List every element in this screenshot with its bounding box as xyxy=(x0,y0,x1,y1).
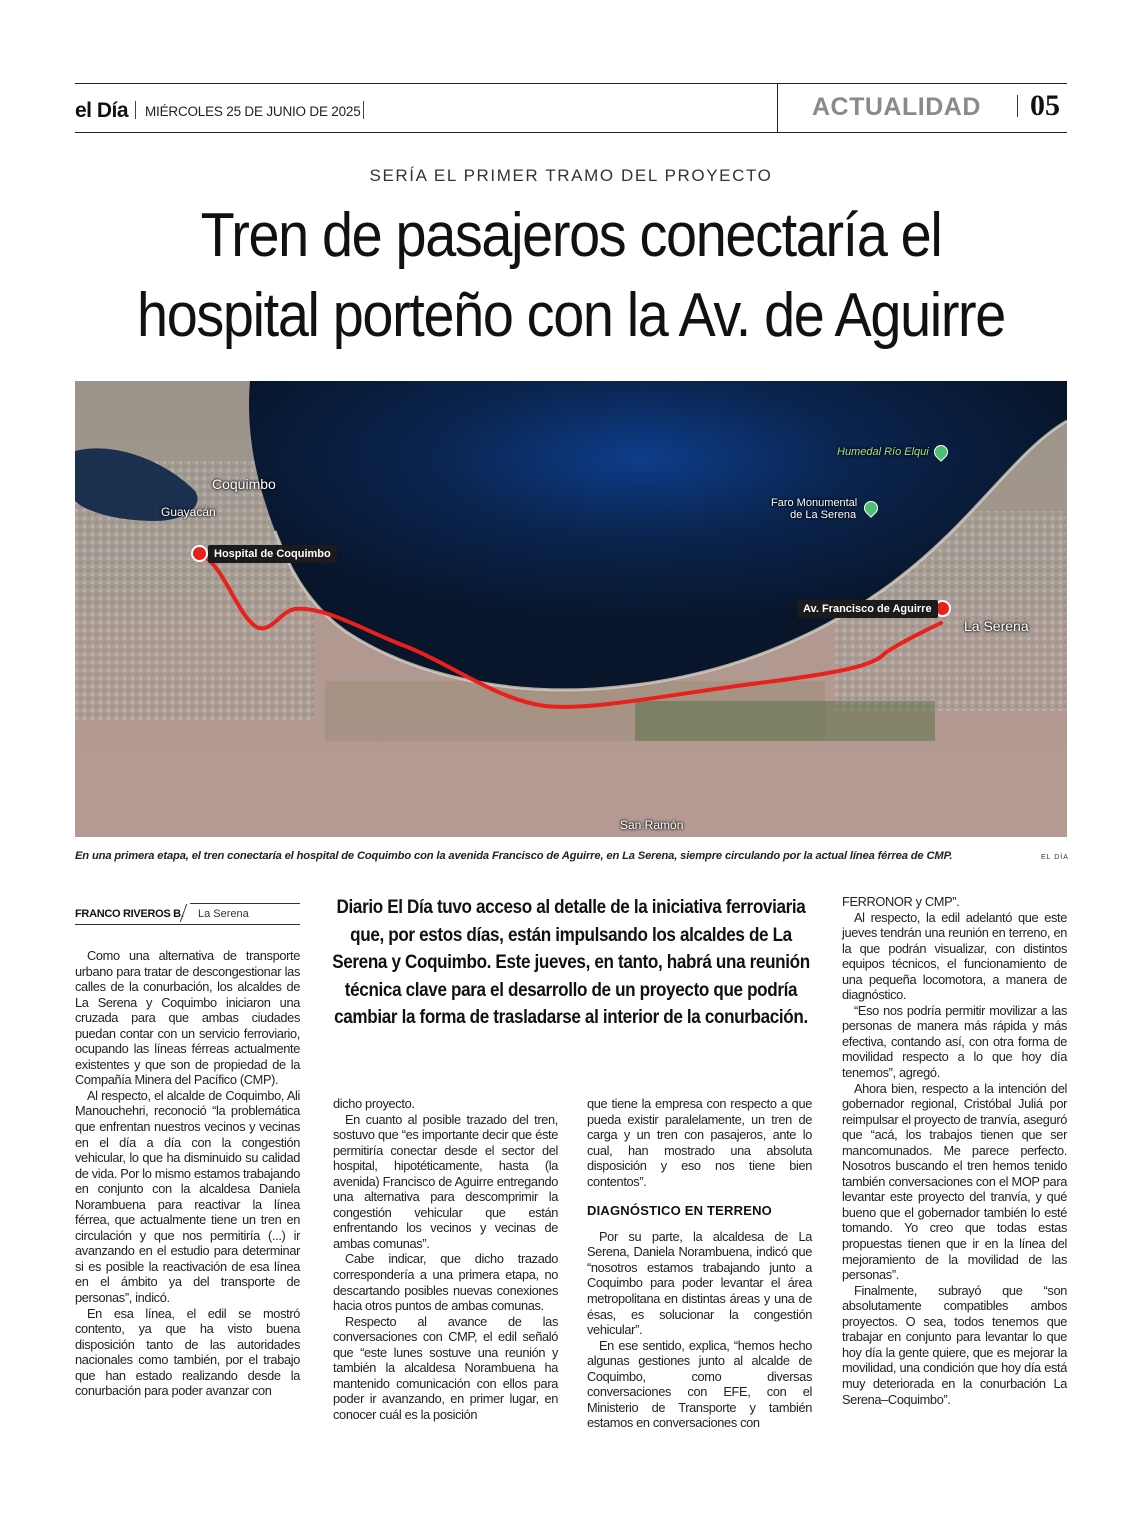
article-column-2 xyxy=(333,1096,558,1422)
map-label-humedal: Humedal Río Elqui xyxy=(837,446,929,458)
byline-location: La Serena xyxy=(198,908,249,920)
header-bottom-rule xyxy=(75,132,1067,133)
header-separator xyxy=(135,101,136,119)
map-label-faro-line2: de La Serena xyxy=(790,509,857,521)
paragraph: Al respecto, la edil adelantó que este jueves tendrán una reunión en terreno, en la que podrán visualizar, con distintos equipos técnicos, el funcionamiento de una pequeña locomotora, a manera de diagnóstico. xyxy=(842,909,1067,1003)
paragraph: Cabe indicar, que dicho trazado correspondería a una primera etapa, no descartando posibles nuevas conexiones hacia otros puntos de ambas comunas. xyxy=(333,1251,558,1314)
paragraph: En esa línea, el edil se mostró contento, ya que ha visto buena disposición tanto de las autoridades nacionales como también, por el trabajo que han estado realizando desde la conurbación para poder avanzar con xyxy=(75,1305,300,1399)
article-kicker: SERÍA EL PRIMER TRAMO DEL PROYECTO xyxy=(369,166,773,185)
paragraph: Ahora bien, respecto a la intención del gobernador regional, Cristóbal Juliá por reimpulsar el proyecto de tranvía, aseguró que “acá, los trabajos tienen que ser mancomunados. Me parece perfecto. Nosotros buscando el tren hemos tenido también conversaciones con el MOP para levantar este proyecto del tranvía, y qué bueno que el gobernador también lo esté tomando. Yo creo que todas estas propuestas tienen que ir en la línea del mejoramiento de la movilidad de las personas”. xyxy=(842,1080,1068,1283)
paragraph: que tiene la empresa con respecto a que pueda existir paralelamente, un tren de carga y un tren con pasajeros, ante lo cual, han mostrado una absoluta disposición y eso nos tiene bien contentos”. xyxy=(587,1096,812,1189)
article-column-3 xyxy=(587,1096,812,1431)
paragraph: Como una alternativa de transporte urbano para tratar de descongestionar las calles de la conurbación, los alcaldes de La Serena y Coquimbo iniciaron una cruzada para que ambas ciudades puedan contar con un servicio ferroviario, ocupando las líneas férreas actualmente existentes y que son de propiedad de la Compañía Minera del Pacífico (CMP). xyxy=(75,948,300,1088)
paragraph: Finalmente, subrayó que “son absolutamente compatibles ambos proyectos. O sea, todos tenemos que trabajar en conjunto para levantar lo que hoy día la gente quiere, que es mejorar la movilidad, una condición que hoy día está muy deteriorada en la conurbación La Serena–Coquimbo”. xyxy=(842,1282,1067,1407)
paragraph: Al respecto, el alcalde de Coquimbo, Ali Manouchehri, reconoció “la problemática que enfrentan nuestros vecinos y vecinas en el día a día con la congestión vehicular, lo que ha disminuido su calidad de vida. Por lo mismo estamos trabajando en conjunto con la alcaldesa Daniela Norambuena para reactivar la línea férrea, que actualmente tiene un tren en circulación y que nos permitiría (...) ir avanzando en el estudio para determinar si es posible la reactivación de esa línea en el ámbito ya del transporte de personas”, indicó. xyxy=(75,1087,300,1306)
header-divider xyxy=(777,83,778,133)
photo-credit: EL DÍA xyxy=(1041,854,1069,861)
article-column-4 xyxy=(842,894,1067,1407)
byline-author: FRANCO RIVEROS B. xyxy=(75,908,184,920)
article-lead: Diario El Día tuvo acceso al detalle de la iniciativa ferroviaria que, por estos días, están impulsando los alcaldes de La Serena y Coquimbo. Este jueves, en tanto, habrá una reunión técnica clave para el desarrollo de un proyecto que podría cambiar la forma de trasladarse al interior de la conurbación. xyxy=(332,897,810,1028)
map-caption: En una primera etapa, el tren conectaría el hospital de Coquimbo con la avenida Francisco de Aguirre, en La Serena, siempre circulando por la actual línea férrea de CMP. xyxy=(75,850,953,862)
paragraph: Respecto al avance de las conversaciones con CMP, el edil señaló que “este lunes sostuve una reunión y también la alcaldesa Norambuena ha mantenido comunicación con ellos para poder ir avanzando, en primer lugar, en conocer cuál es la posición xyxy=(333,1313,558,1422)
paragraph: En ese sentido, explica, “hemos hecho algunas gestiones junto al alcalde de Coquimbo, como diversas conversaciones con EFE, con el Ministerio de Transporte y también estamos en conversaciones con xyxy=(587,1337,812,1431)
header-top-rule xyxy=(75,83,1067,84)
paragraph: Por su parte, la alcaldesa de La Serena, Daniela Norambuena, indicó que “nosotros estamos trabajando junto a Coquimbo para poder levantar el área metropolitana en distintas áreas y una de ésas, es solucionar la congestión vehicular”. xyxy=(587,1228,812,1338)
route-map xyxy=(75,381,1067,837)
paragraph: “Eso nos podría permitir movilizar a las personas de manera más rápida y más efectiva, contando así, con otra forma de movilidad respecto a lo que hoy día tenemos”, agregó. xyxy=(842,1002,1067,1081)
map-label-san-ramon: San Ramón xyxy=(620,818,684,832)
end-pin-label: Av. Francisco de Aguirre xyxy=(797,600,938,618)
start-pin-label: Hospital de Coquimbo xyxy=(208,545,337,563)
article-column-1 xyxy=(75,948,300,1399)
subheading: DIAGNÓSTICO EN TERRENO xyxy=(587,1203,772,1219)
byline-rule xyxy=(190,903,300,904)
paragraph: En cuanto al posible trazado del tren, sostuvo que “es importante decir que éste permitiría conectar desde el sector del hospital, hipotéticamente, hasta (la avenida) Francisco de Aguirre entregando una alternativa para descomprimir la congestión vehicular que están enfrentando los vecinos y vecinas de ambas comunas”. xyxy=(333,1111,558,1251)
map-label-faro-line1: Faro Monumental xyxy=(771,497,858,509)
page-number: 05 xyxy=(1030,89,1060,122)
masthead-logo: el Día xyxy=(75,99,129,122)
header-separator xyxy=(363,101,364,119)
map-label-guayacan: Guayacán xyxy=(161,505,216,519)
article-headline: Tren de pasajeros conectaría el hospital porteño con la Av. de Aguirre xyxy=(137,201,1005,350)
byline-rule xyxy=(75,924,300,925)
map-label-la-serena: La Serena xyxy=(964,618,1029,634)
header-separator xyxy=(1017,95,1018,117)
map-label-faro xyxy=(771,497,857,521)
paragraph: FERRONOR y CMP”. xyxy=(842,894,960,909)
issue-date: MIÉRCOLES 25 DE JUNIO DE 2025 xyxy=(145,104,361,119)
start-pin-icon xyxy=(191,545,208,562)
section-name: ACTUALIDAD xyxy=(812,93,981,121)
paragraph: dicho proyecto. xyxy=(333,1096,415,1111)
map-label-coquimbo: Coquimbo xyxy=(212,476,276,492)
